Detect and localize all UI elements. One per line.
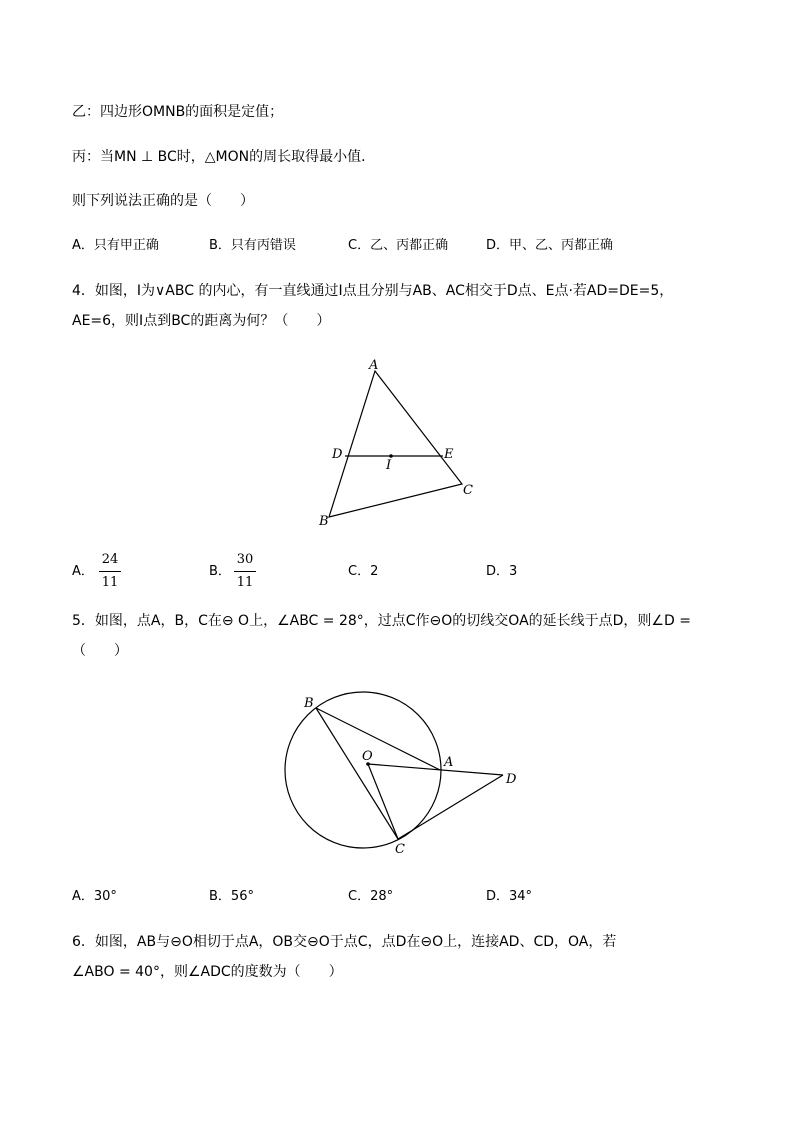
label-c: C — [463, 483, 473, 498]
q5-option-d: D．34° — [486, 889, 533, 904]
circle-o — [285, 692, 441, 848]
label-c: C — [395, 842, 405, 857]
label-o: O — [362, 749, 373, 764]
tangent-cd — [398, 775, 503, 839]
label-d: D — [332, 447, 343, 462]
question-4-line1: 4．如图，I为∨ABC 的内心，有一直线通过I点且分别与AB、AC相交于D点、E点·若AD=DE=5， — [72, 283, 674, 299]
fraction-bar — [234, 571, 256, 572]
fraction-numerator: 24 — [101, 552, 119, 567]
label-a: A — [444, 755, 454, 770]
statement-yi: 乙：四边形OMNB的面积是定值； — [72, 104, 284, 120]
question-5-line1: 5．如图，点A，B，C在⊖ O上，∠ABC = 28°，过点C作⊖O的切线交OA的延长线于点D，则∠D = — [72, 613, 691, 629]
q3-option-c: C．乙、丙都正确 — [348, 238, 449, 253]
q3-option-b: B．只有丙错误 — [209, 238, 296, 253]
q5-option-a: A．30° — [72, 889, 117, 904]
question-3-ask: 则下列说法正确的是（ ） — [72, 193, 254, 209]
q4-option-b-label: B． — [209, 564, 231, 579]
label-b: B — [304, 696, 314, 711]
q4-option-d: D．3 — [486, 564, 518, 579]
q4-option-c: C．2 — [348, 564, 379, 579]
q5-option-c: C．28° — [348, 889, 394, 904]
q4-triangle-figure — [300, 350, 500, 535]
segment-oc — [368, 764, 398, 839]
q4-option-a-label: A． — [72, 564, 94, 579]
label-i: I — [386, 458, 392, 473]
segment-od — [368, 764, 503, 775]
label-b: B — [319, 514, 329, 529]
question-6-line2: ∠ABO = 40°，则∠ADC的度数为（ ） — [72, 964, 343, 980]
q5-circle-figure — [270, 685, 530, 860]
label-a: A — [369, 358, 379, 373]
segment-ba — [316, 708, 440, 770]
segment-bc — [316, 708, 398, 839]
q4-option-a-fraction — [99, 551, 121, 592]
q3-option-a: A．只有甲正确 — [72, 238, 159, 253]
fraction-denominator: 11 — [236, 575, 254, 590]
fraction-bar — [99, 571, 121, 572]
q3-option-d: D．甲、乙、丙都正确 — [486, 238, 614, 253]
label-d: D — [506, 772, 517, 787]
fraction-numerator: 30 — [236, 552, 254, 567]
q4-option-b-fraction — [234, 551, 256, 592]
question-4-line2: AE=6，则I点到BC的距离为何？（ ） — [72, 313, 331, 329]
q5-option-b: B．56° — [209, 889, 254, 904]
question-6-line1: 6．如图，AB与⊖O相切于点A，OB交⊖O于点C，点D在⊖O上，连接AD、CD，OA，若 — [72, 934, 617, 950]
fraction-denominator: 11 — [101, 575, 119, 590]
statement-bing: 丙：当MN ⊥ BC时，△MON的周长取得最小值． — [72, 149, 376, 165]
question-5-line2: （ ） — [72, 643, 128, 659]
label-e: E — [444, 447, 454, 462]
triangle-abc — [329, 371, 462, 517]
